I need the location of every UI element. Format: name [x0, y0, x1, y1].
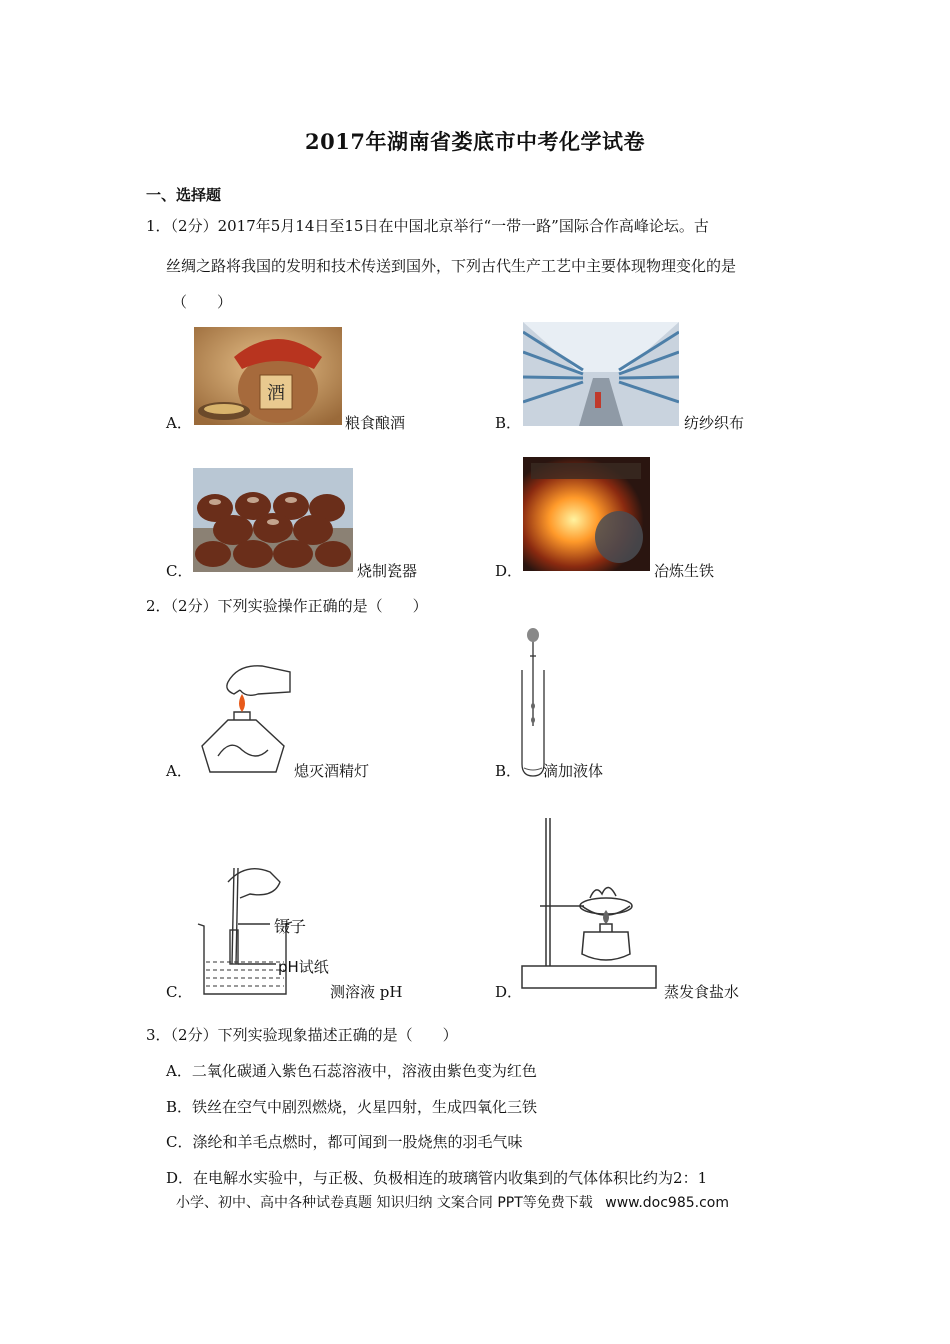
q2-option-a-label: A． — [166, 762, 192, 780]
q1-line2: 丝绸之路将我国的发明和技术传送到国外，下列古代生产工艺中主要体现物理变化的是 — [166, 257, 737, 275]
jar-char: 酒 — [267, 383, 285, 404]
footer-url[interactable]: www.doc985.com — [605, 1195, 729, 1211]
q1-line1: 1．（2分）2017年5月14日至15日在中国北京举行“一带一路”国际合作高峰论坛。古 — [146, 217, 709, 235]
q1-line3: （ ） — [172, 293, 233, 311]
q1-option-b-label: B． — [495, 414, 522, 432]
q1-option-b-caption: 纺纱织布 — [684, 414, 745, 432]
q2-option-b-caption: 滴加液体 — [543, 762, 604, 780]
page-title: 2017年湖南省娄底市中考化学试卷 — [305, 129, 645, 154]
q2-option-d-label: D． — [495, 983, 523, 1001]
q2-stem: 2．（2分）下列实验操作正确的是（ ） — [146, 597, 428, 615]
iron-smelting-photo — [523, 457, 650, 571]
q1-option-c-caption: 烧制瓷器 — [357, 562, 418, 580]
q2-option-c-label: C． — [166, 983, 193, 1001]
q3-option-a: A．二氧化碳通入紫色石蕊溶液中，溶液由紫色变为红色 — [166, 1062, 537, 1080]
q2-option-c-caption: 测溶液 pH — [330, 983, 403, 1001]
wine-jar-photo — [194, 327, 342, 425]
q1-option-a-caption: 粮食酿酒 — [345, 414, 406, 432]
textile-mill-photo — [523, 322, 679, 426]
dropper-test-tube-figure — [518, 626, 548, 778]
alcohol-lamp-figure — [198, 658, 294, 776]
tweezers-label: 镊子 — [274, 917, 307, 936]
porcelain-photo — [193, 468, 353, 572]
q1-option-c-label: C． — [166, 562, 193, 580]
q3-option-b: B．铁丝在空气中剧烈燃烧，火星四射，生成四氧化三铁 — [166, 1098, 538, 1116]
section-heading: 一、选择题 — [146, 186, 222, 204]
q1-option-d-caption: 冶炼生铁 — [654, 562, 715, 580]
ph-test-figure — [194, 858, 334, 998]
ph-paper-label: pH试纸 — [278, 958, 329, 976]
q1-option-a-label: A． — [166, 414, 192, 432]
q1-option-d-label: D． — [495, 562, 523, 580]
q2-option-d-caption: 蒸发食盐水 — [664, 983, 740, 1001]
q3-stem: 3．（2分）下列实验现象描述正确的是（ ） — [146, 1026, 458, 1044]
footer-text: 小学、初中、高中各种试卷真题 知识归纳 文案合同 PPT等免费下载 — [176, 1195, 593, 1211]
q3-option-c: C．涤纶和羊毛点燃时，都可闻到一股烧焦的羽毛气味 — [166, 1133, 523, 1151]
footer — [176, 1192, 729, 1212]
q3-option-d: D．在电解水实验中，与正极、负极相连的玻璃管内收集到的气体体积比约为2：1 — [166, 1169, 708, 1187]
q2-option-a-caption: 熄灭酒精灯 — [294, 762, 370, 780]
evaporation-figure — [520, 814, 660, 994]
q2-option-b-label: B． — [495, 762, 522, 780]
